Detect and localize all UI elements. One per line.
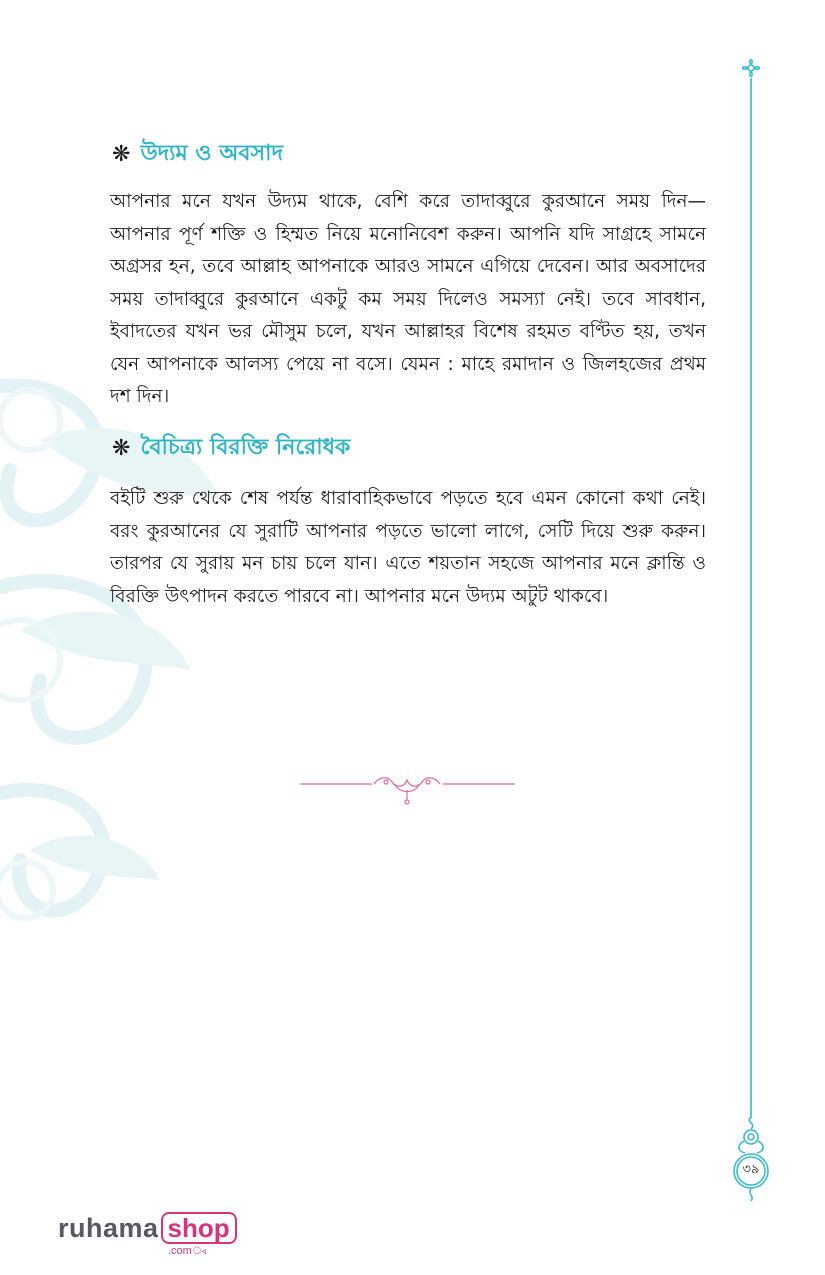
- page-number: ৩৯: [742, 1161, 760, 1177]
- margin-rule: [750, 78, 752, 1118]
- logo-wordmark: ruhama: [58, 1213, 159, 1243]
- background-swirl-ornament: [0, 330, 260, 970]
- section-heading-text: উদ্যম ও অবসাদ: [140, 141, 284, 166]
- ornamental-divider-icon: [300, 770, 515, 806]
- ruhamashop-logo: [58, 1212, 237, 1257]
- logo-domain: .com্ব: [168, 1245, 207, 1257]
- section-paragraph-1: আপনার মনে যখন উদ্যম থাকে, বেশি করে তাদাব্বুরে কুরআনে সময় দিন—আপনার পূর্ণ শক্তি ও হিম্মত নিয়ে মনোনিবেশ করুন। আপনি যদি সাগ্রহে সামনে অগ্রসর হন, তবে আল্লাহ আপনাকে আরও সামনে এগিয়ে দেবেন। আর অবসাদের সময় তাদাব্বুরে কুরআনে একটু কম সময় দিলেও সমস্যা নেই। তবে সাবধান, ইবাদতের যখন ভর মৌসুম চলে, যখন আল্লাহর বিশেষ রহমত বণ্টিত হয়, তখন যেন আপনাকে আলস্য পেয়ে না বসে। যেমন : মাহে রমাদান ও জিলহজের প্রথম দশ দিন।: [110, 191, 706, 407]
- section-heading-1: [112, 136, 283, 173]
- section-heading-2: [112, 430, 350, 467]
- logo-shop-badge: shop: [161, 1212, 237, 1244]
- section-paragraph-2: বইটি শুরু থেকে শেষ পর্যন্ত ধারাবাহিকভাবে পড়তে হবে এমন কোনো কথা নেই। বরং কুরআনের যে সুরাটি আপনার পড়তে ভালো লাগে, সেটি দিয়ে শুরু করুন। তারপর যে সুরায় মন চায় চলে যান। এতে শয়তান সহজে আপনার মনে ক্লান্তি ও বিরক্তি উৎপাদন করতে পারবে না। আপনার মনে উদ্যম অটুট থাকবে।: [110, 488, 706, 607]
- top-flourish-icon: [737, 54, 765, 82]
- flower-bullet-icon: ❋: [112, 142, 131, 167]
- section-heading-text: বৈচিত্র্য বিরক্তি নিরোধক: [140, 435, 351, 460]
- flower-bullet-icon: ❋: [112, 436, 131, 461]
